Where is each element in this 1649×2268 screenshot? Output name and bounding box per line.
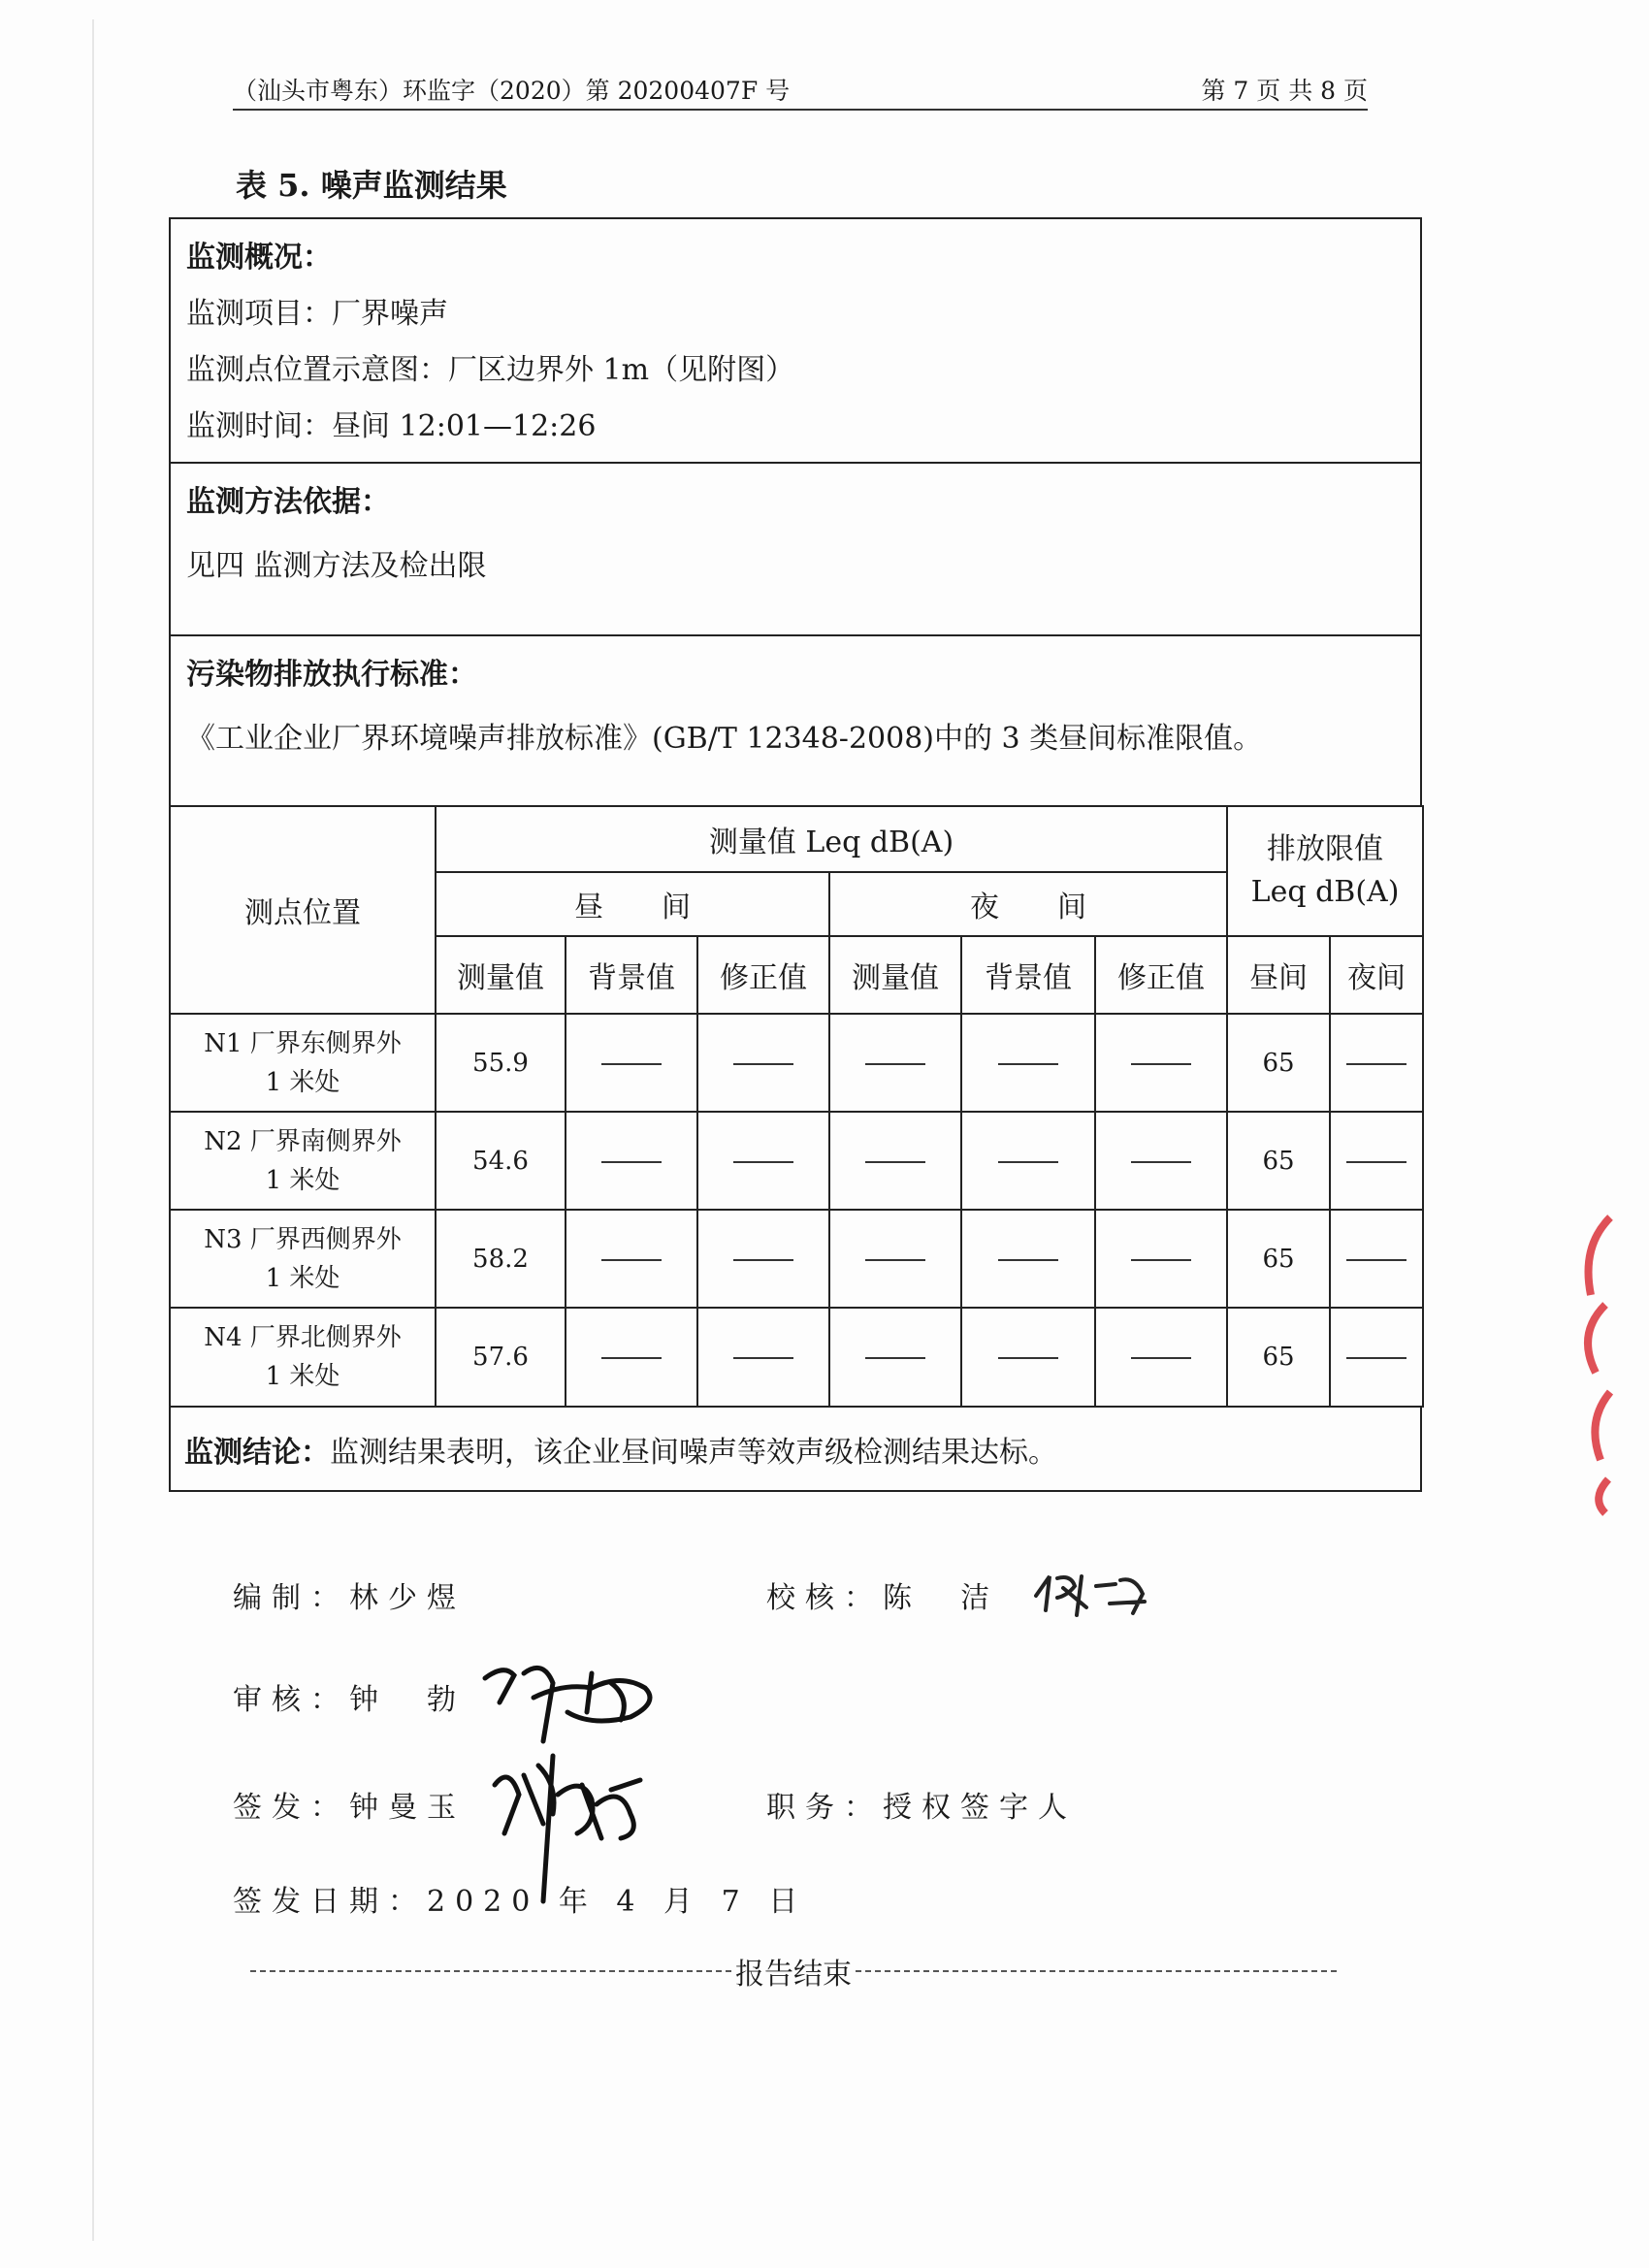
col-limit-line2: Leq dB(A): [1250, 875, 1400, 909]
row-location-line1: N4 厂界北侧界外: [204, 1323, 402, 1352]
sub-header: 背景值: [566, 936, 697, 1014]
empty-cell: [697, 1308, 829, 1407]
reviewed-by: 审核：钟 勃: [233, 1683, 466, 1717]
end-text: 报告结束: [735, 1958, 852, 1992]
monitoring-location: 监测点位置示意图：厂区边界外 1m（见附图）: [186, 353, 795, 387]
page-header: [233, 68, 1368, 107]
standard-heading: 污染物排放执行标准：: [186, 658, 477, 692]
standard-section: [169, 634, 1422, 807]
table-row: [170, 1210, 1423, 1308]
empty-cell: [961, 1210, 1095, 1308]
sub-header: 修正值: [697, 936, 829, 1014]
empty-cell: [829, 1210, 961, 1308]
compiled-by: 编制：林少煜: [233, 1581, 466, 1615]
report-end: [250, 1950, 1337, 1993]
issue-date: 签发日期：2020 年 4 月 7 日: [233, 1885, 808, 1919]
overview-section: [169, 217, 1422, 464]
limit-day: 65: [1227, 1112, 1330, 1210]
checked-by: 校核：陈 洁: [766, 1581, 999, 1615]
row-location: [170, 1014, 436, 1112]
limit-day: 65: [1227, 1210, 1330, 1308]
day-measured: 57.6: [436, 1308, 566, 1407]
method-text: 见四 监测方法及检出限: [186, 549, 487, 583]
empty-cell: [1095, 1014, 1227, 1112]
row-location-line2: 1 米处: [265, 1263, 340, 1293]
monitoring-item: 监测项目：厂界噪声: [186, 297, 448, 331]
row-location: [170, 1210, 436, 1308]
empty-cell: [1330, 1112, 1423, 1210]
monitoring-time: 监测时间：昼间 12:01—12:26: [186, 409, 597, 443]
day-measured: 55.9: [436, 1014, 566, 1112]
table-row: [170, 1112, 1423, 1210]
col-day: 昼 间: [436, 872, 829, 936]
row-location-line2: 1 米处: [265, 1362, 340, 1391]
scan-edge: [92, 19, 94, 2241]
row-location-line2: 1 米处: [265, 1067, 340, 1097]
empty-cell: [961, 1014, 1095, 1112]
col-measured: 测量值 Leq dB(A): [436, 806, 1227, 872]
end-dashes-left: [250, 1970, 731, 1972]
row-location-line1: N2 厂界南侧界外: [204, 1126, 402, 1156]
signature-checker: [1028, 1557, 1174, 1625]
overview-heading: 监测概况：: [186, 241, 332, 275]
red-seal-fragment: [1562, 1208, 1620, 1518]
table-title: 表 5. 噪声监测结果: [236, 167, 507, 204]
sub-header: 夜间: [1330, 936, 1423, 1014]
sub-header: 测量值: [436, 936, 566, 1014]
col-limit-line1: 排放限值: [1267, 832, 1384, 866]
report-number: （汕头市粤东）环监字（2020）第 20200407F 号: [233, 77, 791, 105]
col-location: 测点位置: [170, 806, 436, 1014]
conclusion-text: 监测结果表明，该企业昼间噪声等效声级检测结果达标。: [330, 1436, 1057, 1470]
row-location-line2: 1 米处: [265, 1165, 340, 1195]
empty-cell: [1330, 1210, 1423, 1308]
conclusion: [169, 1407, 1422, 1492]
col-limit: [1227, 806, 1423, 936]
sub-header: 背景值: [961, 936, 1095, 1014]
empty-cell: [961, 1308, 1095, 1407]
day-measured: 54.6: [436, 1112, 566, 1210]
table-row: [170, 1308, 1423, 1407]
empty-cell: [1095, 1112, 1227, 1210]
empty-cell: [1330, 1014, 1423, 1112]
method-section: [169, 462, 1422, 636]
empty-cell: [1330, 1308, 1423, 1407]
limit-day: 65: [1227, 1014, 1330, 1112]
standard-text: 《工业企业厂界环境噪声排放标准》(GB/T 12348-2008)中的 3 类昼间标准限值。: [186, 722, 1263, 756]
empty-cell: [1095, 1308, 1227, 1407]
page-info: 第 7 页 共 8 页: [1201, 77, 1368, 105]
empty-cell: [566, 1308, 697, 1407]
empty-cell: [961, 1112, 1095, 1210]
issuer-title: 职务：授权签字人: [766, 1791, 1077, 1825]
empty-cell: [697, 1112, 829, 1210]
header-rule: [233, 109, 1368, 111]
issued-by: 签发：钟曼玉: [233, 1791, 466, 1825]
empty-cell: [829, 1112, 961, 1210]
sub-header: 昼间: [1227, 936, 1330, 1014]
conclusion-label: 监测结论：: [184, 1436, 330, 1470]
row-location-line1: N3 厂界西侧界外: [204, 1224, 402, 1254]
empty-cell: [566, 1210, 697, 1308]
row-location: [170, 1112, 436, 1210]
col-night: 夜 间: [829, 872, 1227, 936]
empty-cell: [566, 1014, 697, 1112]
empty-cell: [1095, 1210, 1227, 1308]
sub-header: 测量值: [829, 936, 961, 1014]
sub-header: 修正值: [1095, 936, 1227, 1014]
noise-results-table: [169, 805, 1424, 1408]
end-dashes-right: [856, 1970, 1337, 1972]
limit-day: 65: [1227, 1308, 1330, 1407]
row-location-line1: N1 厂界东侧界外: [204, 1028, 402, 1058]
empty-cell: [829, 1308, 961, 1407]
row-location: [170, 1308, 436, 1407]
empty-cell: [566, 1112, 697, 1210]
empty-cell: [829, 1014, 961, 1112]
signature-reviewer: [475, 1644, 669, 1761]
empty-cell: [697, 1014, 829, 1112]
day-measured: 58.2: [436, 1210, 566, 1308]
method-heading: 监测方法依据：: [186, 485, 390, 519]
empty-cell: [697, 1210, 829, 1308]
table-row: [170, 1014, 1423, 1112]
